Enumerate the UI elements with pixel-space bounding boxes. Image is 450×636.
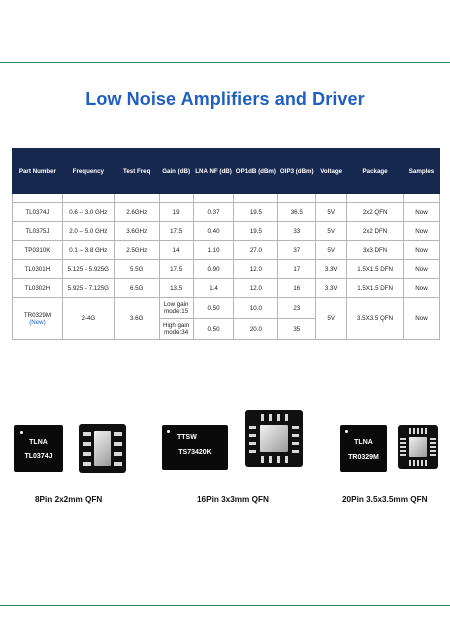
cell-nf: 1.10 — [193, 241, 234, 260]
cell-test-freq: 6.5G — [114, 279, 159, 298]
cell-oip3: 17 — [278, 260, 316, 279]
pin — [400, 442, 406, 444]
cell-test-freq: 5.5G — [114, 260, 159, 279]
pin — [114, 462, 122, 466]
cell-package: 1.5X1.5 DFN — [347, 279, 404, 298]
cell-frequency: 2-4G — [62, 298, 114, 340]
cell-op1db: 19.5 — [234, 203, 278, 222]
pin — [277, 456, 280, 463]
part-number-text: TR0329M — [23, 311, 52, 319]
header-oip3: OIP3 (dBm) — [278, 149, 316, 194]
cell-oip3: 35 — [278, 319, 316, 340]
cell-op1db: 12.0 — [234, 260, 278, 279]
cell-samples: Now — [403, 241, 439, 260]
pin — [413, 428, 415, 434]
marking-line-2: TR0329M — [348, 454, 379, 461]
table-row — [13, 222, 440, 241]
cell-nf: 0.40 — [193, 222, 234, 241]
header-gain: Gain (dB) — [159, 149, 193, 194]
pin — [400, 450, 406, 452]
pin — [425, 460, 427, 466]
cell-frequency: 2.0 – 5.0 GHz — [62, 222, 114, 241]
cell-oip3: 37 — [278, 241, 316, 260]
chip-bottom-view-8pin — [79, 424, 126, 473]
pin1-dot — [167, 430, 170, 433]
pin — [249, 434, 256, 437]
header-op1db: OP1dB (dBm) — [234, 149, 278, 194]
table-row — [13, 203, 440, 222]
spec-table — [12, 148, 440, 340]
pin — [430, 438, 436, 440]
pin — [430, 450, 436, 452]
cell-test-freq: 3.6GHz — [114, 222, 159, 241]
cell-frequency: 0.1 – 3.8 GHz — [62, 241, 114, 260]
cell-nf: 0.37 — [193, 203, 234, 222]
cell-frequency: 5.925 - 7.125G — [62, 279, 114, 298]
cell-test-freq: 3.6G — [114, 298, 159, 340]
cell-samples: Now — [403, 222, 439, 241]
cell-oip3: 16 — [278, 279, 316, 298]
pin — [269, 456, 272, 463]
pin — [83, 452, 91, 456]
cell-samples: Now — [403, 203, 439, 222]
pin — [261, 456, 264, 463]
cell-part: TL0301H — [13, 260, 63, 279]
cell-voltage: 5V — [316, 298, 347, 340]
pin — [83, 462, 91, 466]
pin — [417, 460, 419, 466]
pin1-dot — [345, 430, 348, 433]
marking-line-2: TS73420K — [178, 449, 212, 456]
cell-voltage: 5V — [316, 222, 347, 241]
cell-samples: Now — [403, 298, 439, 340]
pin — [261, 414, 264, 421]
cell-op1db: 19.5 — [234, 222, 278, 241]
pin — [430, 454, 436, 456]
pin — [425, 428, 427, 434]
pin — [249, 450, 256, 453]
table-header-row — [13, 149, 440, 194]
cell-part-tr0329m — [13, 298, 63, 340]
cell-voltage: 3.3V — [316, 279, 347, 298]
pin — [292, 434, 299, 437]
cell-gain: 19 — [159, 203, 193, 222]
cell-oip3: 33 — [278, 222, 316, 241]
cell-part: TL0375J — [13, 222, 63, 241]
marking-line-1: TLNA — [29, 439, 48, 446]
cell-samples: Now — [403, 260, 439, 279]
chip-bottom-view-16pin — [245, 410, 303, 467]
new-tag: (New) — [29, 318, 46, 326]
pin — [430, 442, 436, 444]
cell-gain: 14 — [159, 241, 193, 260]
pin — [400, 454, 406, 456]
thermal-pad — [94, 431, 111, 466]
pin — [417, 428, 419, 434]
pin — [430, 446, 436, 448]
marking-line-1: TLNA — [354, 439, 373, 446]
pin — [285, 456, 288, 463]
header-part-number: Part Number — [13, 149, 63, 194]
pin — [421, 428, 423, 434]
cell-gain-low-mode: Low gain mode:15 — [159, 298, 193, 319]
cell-part: TL0374J — [13, 203, 63, 222]
cell-gain: 17.5 — [159, 222, 193, 241]
cell-part: TL0302H — [13, 279, 63, 298]
pin — [292, 450, 299, 453]
chip-bottom-view-20pin — [398, 425, 438, 469]
table-row — [13, 260, 440, 279]
pin — [409, 428, 411, 434]
package-caption-2: 16Pin 3x3mm QFN — [197, 495, 269, 504]
cell-gain: 17.5 — [159, 260, 193, 279]
pin — [249, 442, 256, 445]
cell-package: 2x2 QFN — [347, 203, 404, 222]
chip-top-marking-tr0329m — [340, 425, 387, 472]
pin — [83, 442, 91, 446]
table-row-tr0329m-low — [13, 298, 440, 319]
pin — [114, 442, 122, 446]
pin — [413, 460, 415, 466]
pin — [114, 432, 122, 436]
cell-package: 3x3 DFN — [347, 241, 404, 260]
cell-nf: 1.4 — [193, 279, 234, 298]
cell-test-freq: 2.5GHz — [114, 241, 159, 260]
header-samples: Samples — [403, 149, 439, 194]
header-frequency: Frequency — [62, 149, 114, 194]
page-title: Low Noise Amplifiers and Driver — [85, 89, 365, 109]
chip-top-marking-ts73420k — [162, 425, 228, 470]
cell-op1db: 12.0 — [234, 279, 278, 298]
cell-op1db: 20.0 — [234, 319, 278, 340]
header-package: Package — [347, 149, 404, 194]
pin — [400, 438, 406, 440]
table-row — [13, 279, 440, 298]
cell-frequency: 5.125 - 5.925G — [62, 260, 114, 279]
pin — [249, 426, 256, 429]
cell-op1db: 10.0 — [234, 298, 278, 319]
pin1-dot — [20, 431, 23, 434]
cell-op1db: 27.0 — [234, 241, 278, 260]
pin — [409, 460, 411, 466]
package-caption-3: 20Pin 3.5x3.5mm QFN — [342, 495, 428, 504]
pin — [269, 414, 272, 421]
pin — [277, 414, 280, 421]
thermal-pad — [409, 437, 427, 457]
pin — [285, 414, 288, 421]
header-nf: LNA NF (dB) — [193, 149, 234, 194]
marking-line-1: TTSW — [177, 434, 197, 441]
cell-voltage: 5V — [316, 241, 347, 260]
cell-package: 3.5X3.5 QFN — [347, 298, 404, 340]
cell-package: 2x2 DFN — [347, 222, 404, 241]
pin — [292, 442, 299, 445]
cell-gain-high-mode: High gain mode:34 — [159, 319, 193, 340]
cell-package: 1.5X1.5 DFN — [347, 260, 404, 279]
cell-test-freq: 2.6GHz — [114, 203, 159, 222]
cell-part: TP0310K — [13, 241, 63, 260]
thermal-pad — [260, 425, 288, 452]
pin — [400, 446, 406, 448]
cell-nf: 0.90 — [193, 260, 234, 279]
cell-oip3: 23 — [278, 298, 316, 319]
chip-top-marking-tl0374j — [14, 425, 63, 472]
cell-oip3: 36.5 — [278, 203, 316, 222]
cell-voltage: 5V — [316, 203, 347, 222]
top-divider — [0, 62, 450, 63]
cell-nf: 0.50 — [193, 298, 234, 319]
pin — [83, 432, 91, 436]
cell-frequency: 0.6 – 3.0 GHz — [62, 203, 114, 222]
package-caption-1: 8Pin 2x2mm QFN — [35, 495, 103, 504]
cell-samples: Now — [403, 279, 439, 298]
cell-voltage: 3.3V — [316, 260, 347, 279]
header-test-freq: Test Freq — [114, 149, 159, 194]
cell-gain: 13.5 — [159, 279, 193, 298]
pin — [114, 452, 122, 456]
pin — [292, 426, 299, 429]
table-spacer-row — [13, 194, 440, 203]
marking-line-2: TL0374J — [24, 453, 53, 460]
cell-nf: 0.50 — [193, 319, 234, 340]
bottom-divider — [0, 605, 450, 606]
table-row — [13, 241, 440, 260]
pin — [421, 460, 423, 466]
header-voltage: Voltage — [316, 149, 347, 194]
